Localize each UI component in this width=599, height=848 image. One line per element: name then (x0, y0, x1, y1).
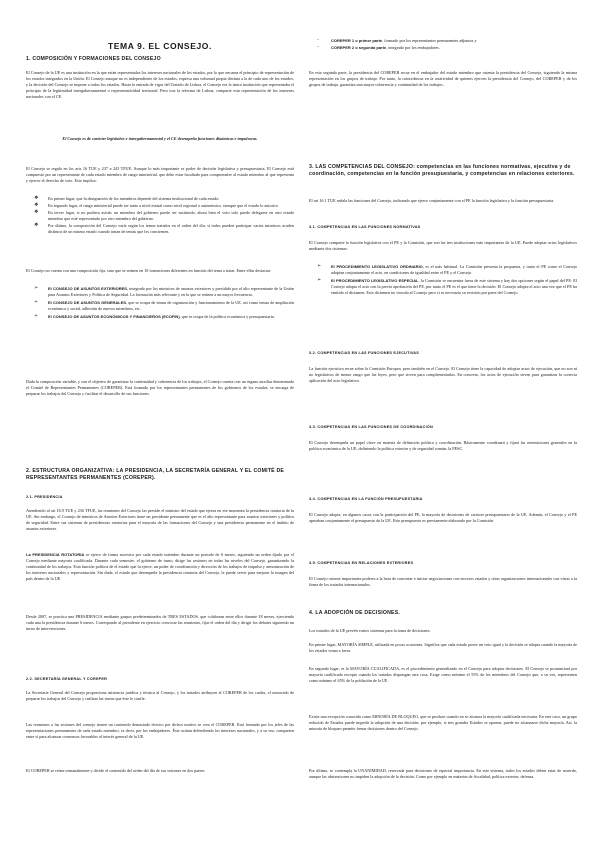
section-1-paragraph-3: El Consejo no cuenta con una composición fija, sino que se reúnen en 10 formaciones diferentes en función del tema a tratar. Entre ellas destacan: (26, 268, 271, 273)
section-2-1-heading: 2.1. PRESIDENCIA (26, 495, 63, 499)
arrow-bullet-icon: ➢ (317, 264, 322, 269)
list-item: ➢ El CONSEJO DE ASUNTOS EXTERIORES, integrado por los ministros de asuntos exteriores y presidido por el alto representante de la Unión para Asuntos Exteriores y Política de Seguridad. La formación más relevante y en la que se reúnen a un mayor frecuencia. (26, 286, 294, 298)
list-item: - COREPER 1 o primer parte, formado por los representantes permanentes adjuntos y (309, 38, 577, 44)
section-3-3-heading: 3.3. COMPETENCIAS EN LAS FUNCIONES DE COORDINACIÓN (309, 425, 433, 429)
document-title: TEMA 9. EL CONSEJO. (108, 41, 212, 51)
section-3-2-paragraph-1: La función ejecutiva recae sobre la Comisión Europea, pero también en el Consejo. El Consejo tiene la capacidad de adoptar actos de ejecución, que no son ni no legislativos de menor rango que las leyes, pero que sirven para complementarlas. En concreto, los actos de ejecución sirven para garantizar la correcta aplicación del acto legislativo. (309, 366, 577, 383)
section-2-heading: 2. ESTRUCTURA ORGANIZATIVA: LA PRESIDENCIA, LA SECRETARÍA GENERAL Y EL COMITÉ DE REPRESENTANTES PERMANENTES (COREPER). (26, 468, 285, 481)
section-4-paragraph-5: Por último, se contempla la UNANIMIDAD, reservada para decisiones de especial importancia. En este sistema, todos los estados deben estar de acuerdo, aunque las abstenciones no impiden la adopción de la decisión. Como por ejemplo en materias de fiscalidad, política exterior, defensa. (309, 768, 577, 779)
arrow-bullet-icon: ➢ (34, 300, 39, 305)
legislative-procedures-list (309, 264, 577, 296)
section-2-2-paragraph-1: La Secretaría General del Consejo proporciona asistencia jurídica y técnica al Consejo, y los tratados atribuyen al COREPER de los cuales, el asesorado de preparar los trabajos del Consejo y realizar las tareas que éste le confíe. (26, 690, 294, 701)
council-formations-list (26, 286, 294, 320)
list-item: ❖ En segundo lugar, el rango ministerial puede ser tanto a nivel estatal como nivel regional o autonómico, siempre que el estado lo autorice. (26, 203, 294, 209)
section-1-paragraph-2: El Consejo se regula en los arts 16 TUE y 237 a 243 TFUE. Aunque lo más importante es poder de decisión legislativa y presupuestaria. El Consejo está compuesto por un representante de cada estado miembro de rango ministerial, que debe estar facultado para comprometer al estado miembro al que representa y ejercer el derecho de voto. Esto implica: (26, 166, 294, 183)
section-1-paragraph-1: El Consejo de la UE es una institución en la que están representados los intereses nacionales de los estados, por lo que encarna el principio de representación de los estados integrados en la Unión. El Consejo aunque no es independiente de los estados, expresa una voluntad propia distinta a la de cada uno de los estados, y la decisión del Consejo se impone a todos los estados. Hasta la entrada de vigor del Tratado de Lisboa, el Consejo era la única institución que representaba el principio de la legitimidad intergubernamental o representatividad territorial. Pero tras la reforma de Lisboa, comparte esta representación de los intereses nacionales con el CE. (26, 70, 294, 99)
list-item: ❖ Por último, la composición del Consejo varía según los temas tratados en el orden del día; si todos pueden participar varios ministros acuden distintos de un mismo estado cuando tratan de temas que les conciernen. (26, 223, 294, 235)
section-2-2-paragraph-3: El COREPER se reúne semanalmente y divide el contenido del orden del día de sus sesiones en dos partes: (26, 768, 206, 773)
section-4-paragraph-1: Los tratados de la UE prevén varios sistemas para la toma de decisiones. (309, 628, 431, 633)
list-item: ➢ El PROCEDIMIENTO LEGISLATIVO ESPECIAL, la Comisión se encuentra fuera de este sistema y hay dos opciones según el papel del PE: El Consejo adopta el acto con la previa aprobación del PE, por tanto el PE es el que tiene la decisión. El Consejo adopta el acto una vez que el PE ha emitido el dictamen. Este dictamen no vincula al Consejo pero si es necesario su revisión por parte del Consejo. (309, 278, 577, 296)
diamond-bullet-icon: ❖ (34, 203, 39, 208)
section-2-2-heading: 2.2. SECRETARÍA GENERAL Y COREPER (26, 677, 108, 681)
section-1-highlight: El Consejo es de carácter legislativo e intergubernamental y el CE desempeña funciones dinámicas e impulsoras. (62, 136, 258, 141)
section-3-paragraph-1: El art 16.1 TUE señala las funciones del Consejo, indicando que ejerce conjuntamente con el PE la función legislativa y la función presupuestaria. (309, 198, 555, 203)
list-item: ➢ El PROCEDIMIENTO LEGISLATIVO ORDINARIO, es el más habitual. La Comisión presenta la propuesta, y tanto el PE como el Consejo adoptan conjuntamente el acto, en condiciones de igualdad entre el PE y el Consejo. (309, 264, 577, 276)
section-2-2-paragraph-2: Las reuniones a las sesiones del consejo tienen un contenido demasiado técnico por dichos motivo se crea el COREPER. Está formado por los jefes de las representaciones permanentes de cada estado miembro, es decir, por los embajadores. Éste actúan defendiendo los intereses nacionales, y a su vez, comparten entre sí para alcanzar consensos favorables al interés general de la UE. (26, 722, 294, 739)
section-1-bullet-list (26, 196, 294, 235)
coreper-parts-list (309, 38, 577, 51)
coreper-paragraph: En esta segunda parte, la presidencia del COREPER recae en el embajador del estado miembro que ostenta la presidencia del Consejo, siguiendo la misma representación en los grupos de trabajo. Por tanto, la coincidencia en la rotatividad de quienes ejercen la presidencia del Consejo, del COREPER y de los grupos de trabajo, garantiza una mayor coherencia y continuidad de los trabajos. (309, 70, 577, 87)
arrow-bullet-icon: ➢ (317, 278, 322, 283)
diamond-bullet-icon: ❖ (34, 210, 39, 215)
section-4-paragraph-4: Existe una excepción conocida como MINORÍA DE BLOQUEO, que se produce cuando no se alcanza la mayoría cualificada necesaria. En este caso, un grupo reducido de Estados puede impedir la adopción de una decisión: por ejemplo, si tres grandes Estados se oponen, puede no alcanzarse dicha mayoría. Así, la minoría de bloqueo permite frenar decisiones dentro del Consejo. (309, 714, 577, 731)
section-3-5-paragraph-1: El Consejo ostenta importantes poderes a la hora de concertar e iniciar negociaciones con terceros estados y otras organizaciones internacionales con vistas a la firma de los tratados internacionales. (309, 576, 577, 587)
arrow-bullet-icon: ➢ (34, 314, 39, 319)
arrow-bullet-icon: ➢ (34, 286, 39, 291)
section-2-1-paragraph-1: Atendiendo al art 16.9 TUE y 236 TFUE, las reuniones del Consejo las preside el ministro del estado que ejerza en ese momento la presidencia rotatoria de la UE. Sin embargo, el Consejo de ministros de Asuntos Exteriores tiene un presidente permanente que es el alto representante para asuntos exteriores y política de seguridad. Entre sus sistemas de presidencias rotatorias para el mayoría de las formaciones del Consejo y una presidencia permanente en el ámbito de asuntos exteriores. (26, 508, 294, 531)
list-item: ➢ El CONSEJO DE ASUNTOS GENERALES, que se ocupa de temas de organización y funcionamiento de la UE, así como temas de ampliación económica y social, adhesión de nuevos miembros, etc. (26, 300, 294, 312)
section-4-paragraph-2: En primer lugar, MAYORÍA SIMPLE, utilizada en pocas ocasiones. Significa que cada estado posee un voto igual y la decisión se adopta cuando la mayoría de los estados votan a favor. (309, 642, 577, 653)
section-3-1-heading: 3.1. COMPETENCIAS EN LAS FUNCIONES NORMATIVAS (309, 225, 421, 229)
section-3-heading: 3. LAS COMPETENCIAS DEL CONSEJO: competencias en las funciones normativas, ejecutiva y de coordinación, competencias en la función presupuestaria, y competencias en relaciones exteriores. (309, 164, 575, 177)
section-3-4-paragraph-1: El Consejo adopta, en algunos casos con la participación del PE, la mayoría de decisiones de carácter presupuestario de la UE. Además, el Consejo y el PE aprueban conjuntamente el presupuesto de la UE. Este presupuesto es previamente elaborado por la Comisión. (309, 512, 577, 523)
section-1-heading: 1. COMPOSICIÓN Y FORMACIONES DEL CONSEJO (26, 56, 161, 62)
section-2-1-paragraph-2: La PRESIDENCIA ROTATORIA se ejerce de forma sucesiva por cada estado miembro durante un periodo de 6 meses, siguiendo un orden fijado por el Consejo mediante mayoría cualificada. Durante cada semestre, el gobierno de turno, dirige las sesiones en todas las niveles del Consejo, garantizando la continuidad de los trabajos. Esta función política de el estado que la ejerce, un poder de coordinación y dirección de los trabajos de impulso y armonización de los intereses nacionales y representación. Sin duda, el estado que desempeña la presidencia rotatoria del Consejo, le puede servir para mejorar la imagen del país dentro de la UE. (26, 552, 294, 581)
list-item: - COREPER 2 o segunda parte, integrado por los embajadores. (309, 45, 577, 51)
list-item: ➢ El CONSEJO DE ASUNTOS ECONÓMICOS Y FINANCIEROS (ECOFIN), que se ocupa de la política económica y presupuestaria. (26, 314, 294, 320)
section-1-paragraph-4: Dada la composición variable, y con el objetivo de garantizar la continuidad y coherencia de los trabajos, el Consejo cuenta con un órgano auxiliar denominado el Comité de Representantes Permanentes (COREPER). Está formado por los representantes permanentes de los gobiernos de los estados, se encarga de preparar los trabajos del Consejo y facilitar el desarrollo de sus funciones. (26, 379, 294, 396)
dash-bullet-icon: - (317, 45, 319, 50)
section-3-3-paragraph-1: El Consejo desempeña un papel clave en materia de definición política y coordinación. Básicamente coordinará y fijará las orientaciones generales en la política económica de la UE, definiendo la política exterior y de seguridad común, la PESC. (309, 440, 577, 451)
section-3-2-heading: 3.2. COMPETENCIAS EN LAS FUNCIONES EJECUTIVAS (309, 351, 419, 355)
section-3-1-paragraph-1: El Consejo comparte la función legislativa con el PE y la Comisión, que son las tres instituciones más importantes de la UE. Puede adoptar actos legislativos mediante dos sistemas: (309, 240, 577, 251)
list-item: ❖ En primer lugar, que la designación de los miembros depende del sistema institucional de cada estado. (26, 196, 294, 202)
list-item: ❖ En tercer lugar, si no pudiera asistir, un miembro del gobierno puede ser sustituido, ahora bien el voto solo puede delegarse en otro estado miembro que esté representado por otro miembro del gobierno. (26, 210, 294, 222)
diamond-bullet-icon: ❖ (34, 223, 39, 228)
section-4-paragraph-3: En segundo lugar, es la MAYORÍA CUALIFICADA, es el procedimiento generalizado en el Consejo para adoptar decisiones. El Consejo se pronunciará por mayoría cualificada excepto cuando los tratados dispongan otra cosa. Exige como mínimo el 55% de los miembros del Consejo que, a su vez, representen como mínimo el 65% de la población de la UE. (309, 666, 577, 683)
dash-bullet-icon: - (317, 38, 319, 43)
section-2-1-paragraph-3: Desde 2007, se practica una PRESIDENCIA mediante grupos predeterminados de TRES ESTADOS, que colaboran entre ellos durante 18 meses, ejerciendo cada una la presidencia durante 6 meses. Corresponde al presidente en ejercicio convocar las reuniones, fijar el orden del día y dirigir los debates siguiendo un turno de intervenciones. (26, 614, 294, 631)
section-4-heading: 4. LA ADOPCIÓN DE DECISIONES. (309, 610, 401, 616)
section-3-5-heading: 3.5. COMPETENCIAS EN RELACIONES EXTERIORES (309, 561, 414, 565)
diamond-bullet-icon: ❖ (34, 196, 39, 201)
section-3-4-heading: 3.4. COMPETENCIAS EN LA FUNCIÓN PRESUPUESTARIA (309, 497, 423, 501)
